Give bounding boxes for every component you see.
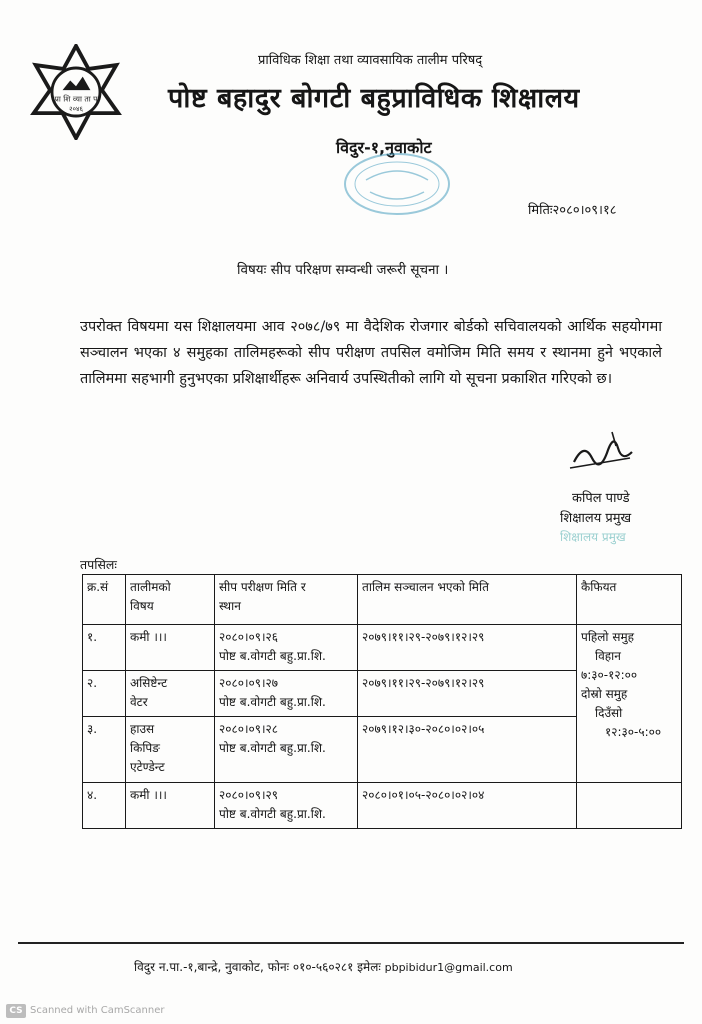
test-venue: पोष्ट ब.वोगटी बहु.प्रा.शि. <box>219 807 326 821</box>
camscanner-badge-icon: CS <box>6 1004 26 1018</box>
header-remarks: कैफियत <box>577 575 682 625</box>
row-period: २०७९।११।२९-२०७९।१२।२९ <box>358 671 577 717</box>
annex-label: तपसिलः <box>80 557 117 572</box>
row-training <box>126 671 215 717</box>
signature-icon <box>566 428 638 474</box>
notice-subject: विषयः सीप परिक्षण सम्वन्धी जरूरी सूचना । <box>237 262 449 278</box>
camscanner-watermark: Scanned with CamScanner <box>30 1005 165 1016</box>
notice-date: मितिः२०८०।०९।१८ <box>528 203 617 218</box>
table-row <box>83 625 682 671</box>
test-date: २०८०।०९।२८ <box>219 722 279 736</box>
footer-email: pbpibidur1@gmail.com <box>384 961 513 974</box>
header-skill-test <box>215 575 358 625</box>
remark-group2: दोस्रो समुह <box>581 687 628 701</box>
remarks-cell <box>577 625 682 783</box>
row-test-date-venue <box>215 717 358 783</box>
training-line: कमी ।।। <box>130 630 167 644</box>
test-venue: पोष्ट ब.वोगटी बहु.प्रा.शि. <box>219 695 326 709</box>
test-date: २०८०।०९।२७ <box>219 676 279 690</box>
row-test-date-venue <box>215 671 358 717</box>
header-sn: क्र.सं <box>83 575 126 625</box>
row-training <box>126 783 215 829</box>
footer-address: विदुर न.पा.-१,बान्द्रे, नुवाकोट, फोनः ०१०-५६०२८१ इमेलः <box>134 960 381 974</box>
table-row <box>83 783 682 829</box>
training-line: किपिङ <box>130 741 160 755</box>
remark-group1-label: विहान <box>595 649 621 663</box>
row-sn: १. <box>83 625 126 671</box>
footer-divider <box>18 942 684 944</box>
signatory-name: कपिल पाण्डे <box>572 491 630 506</box>
logo-text: प्रा शि व्या ता प <box>54 94 98 104</box>
header-skill-line1: सीप परीक्षण मिति र <box>219 580 306 594</box>
row-period: २०७९।१२।३०-२०८०।०२।०५ <box>358 717 577 783</box>
remark-group2-label: दिउँसो <box>595 706 623 720</box>
row-test-date-venue <box>215 783 358 829</box>
footer-contact <box>134 958 513 975</box>
schedule-table <box>82 574 682 829</box>
test-venue: पोष्ट ब.वोगटी बहु.प्रा.शि. <box>219 649 326 663</box>
remark-group1: पहिलो समुह <box>581 630 635 644</box>
training-line: असिष्टेन्ट <box>130 676 168 690</box>
test-date: २०८०।०९।२९ <box>219 788 279 802</box>
logo-year: २०४६ <box>69 105 83 114</box>
college-address: विदुर-१,नुवाकोट <box>336 138 432 157</box>
training-line: वेटर <box>130 695 148 709</box>
test-venue: पोष्ट ब.वोगटी बहु.प्रा.शि. <box>219 741 326 755</box>
row-training <box>126 717 215 783</box>
notice-body: उपरोक्त विषयमा यस शिक्षालयमा आव २०७८/७९ मा वैदेशिक रोजगार बोर्डको सचिवालयको आर्थिक सहयोगमा सञ्चालन भएका ४ समुहका तालिमहरूको सीप परीक्षण तपसिल वमोजिम मिति समय र स्थानमा हुने भएकाले तालिममा सहभागी हुनुभएका प्रशिक्षार्थीहरू अनिवार्य उपस्थितीको लागि यो सूचना प्रकाशित गरिएको छ। <box>80 319 662 387</box>
row-period: २०७९।११।२९-२०७९।१२।२९ <box>358 625 577 671</box>
signatory-title: शिक्षालय प्रमुख <box>560 511 632 526</box>
row-test-date-venue <box>215 625 358 671</box>
table-header-row <box>83 575 682 625</box>
council-name: प्राविधिक शिक्षा तथा व्यावसायिक तालीम परिषद् <box>258 53 483 68</box>
row-period: २०८०।०१।०५-२०८०।०२।०४ <box>358 783 577 829</box>
row-sn: ३. <box>83 717 126 783</box>
remark-group1-time: ७:३०-१२:०० <box>581 668 638 682</box>
row-sn: ४. <box>83 783 126 829</box>
row-sn: २. <box>83 671 126 717</box>
header-skill-line2: स्थान <box>219 599 241 613</box>
header-training-period: तालिम सञ्चालन भएको मिति <box>358 575 577 625</box>
row-training <box>126 625 215 671</box>
header-training-line1: तालीमको <box>130 580 171 594</box>
remarks-cell-empty <box>577 783 682 829</box>
header-training-line2: विषय <box>130 599 154 613</box>
stamp-title: शिक्षालय प्रमुख <box>560 530 626 544</box>
test-date: २०८०।०९।२६ <box>219 630 279 644</box>
training-line: एटेण्डेन्ट <box>130 760 165 774</box>
college-name: पोष्ट बहादुर बोगटी बहुप्राविधिक शिक्षालय <box>168 83 580 114</box>
college-logo <box>28 44 124 140</box>
training-line: कमी ।।। <box>130 788 167 802</box>
header-training <box>126 575 215 625</box>
training-line: हाउस <box>130 722 155 736</box>
office-stamp-icon <box>336 150 458 218</box>
remark-group2-time: १२:३०-५:०० <box>605 725 662 739</box>
